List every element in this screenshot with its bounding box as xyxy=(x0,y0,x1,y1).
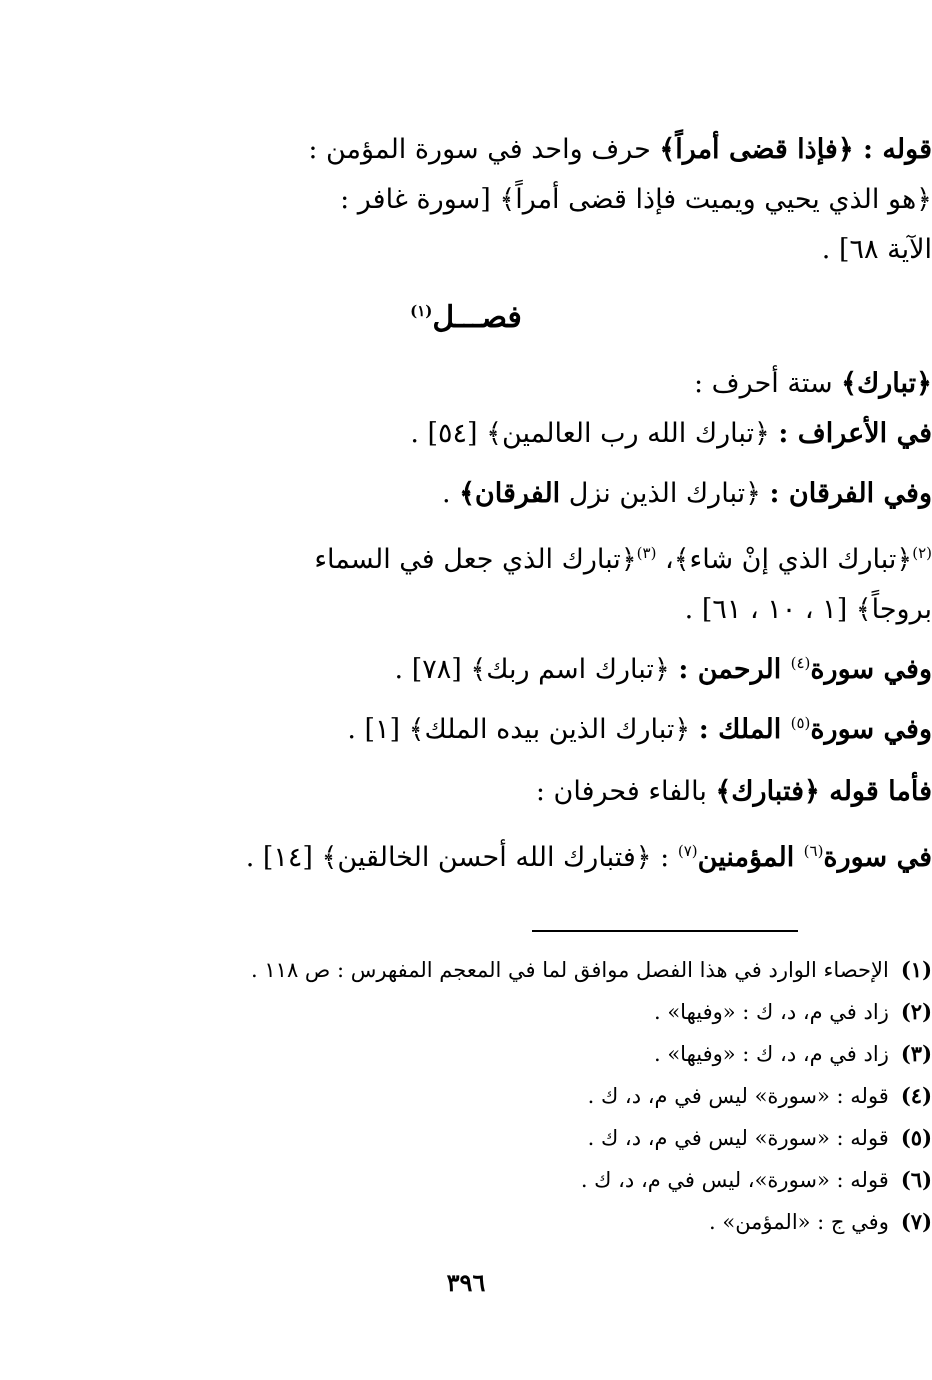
footnote-3 xyxy=(132,1039,932,1069)
footnote-text: وفي ج : «المؤمن» . xyxy=(709,1210,889,1234)
footnote-text: زاد في م، د، ك : «وفيها» . xyxy=(653,1042,889,1066)
text-line-7: $^{(٢)}$﴿تبارك الذي إنْ شاء﴾، $^{(٣)}$﴿تبارك الذي جعل في السماء xyxy=(314,544,932,575)
footnote-number: (٤) xyxy=(900,1083,932,1108)
footnote-text: قوله : «سورة» ليس في م، د، ك . xyxy=(587,1126,889,1150)
footnote-number: (٦) xyxy=(900,1167,932,1192)
footnote-number: (٣) xyxy=(900,1041,932,1066)
footnote-divider xyxy=(532,930,798,932)
text-line-12: في سورة$^{(٦)}$ المؤمنين$^{(٧)}$ : ﴿فتبارك الله أحسن الخالقين﴾ [١٤] . xyxy=(245,842,932,873)
footnote-5 xyxy=(132,1123,932,1153)
section-heading: فصـــل$^{(١)}$ xyxy=(410,300,522,335)
text-line-4: ﴿تبارك﴾ ستة أحرف : xyxy=(694,368,932,399)
footnote-text: الإحصاء الوارد في هذا الفصل موافق لما في المعجم المفهرس : ص ١١٨ . xyxy=(251,958,889,982)
footnote-2 xyxy=(132,997,932,1027)
text-line-1: قوله : ﴿فإذا قضى أمراً﴾ حرف واحد في سورة المؤمن : xyxy=(308,134,932,165)
footnote-number: (١) xyxy=(900,957,932,982)
footnote-ref: (٦) xyxy=(803,842,824,860)
footnote-number: (٧) xyxy=(900,1209,932,1234)
footnote-ref: (٥) xyxy=(790,714,811,732)
footnote-number: (٢) xyxy=(900,999,932,1024)
page-number: ٣٩٦ xyxy=(446,1268,486,1297)
text-line-11: فأما قوله ﴿فتبارك﴾ بالفاء فحرفان : xyxy=(535,776,932,807)
text-line-10: وفي سورة$^{(٥)}$ الملك : ﴿تبارك الذين بيده الملك﴾ [١] . xyxy=(347,714,932,745)
footnote-ref: (٣) xyxy=(636,544,657,562)
footnote-ref: (٤) xyxy=(790,654,811,672)
text-line-9: وفي سورة$^{(٤)}$ الرحمن : ﴿تبارك اسم ربك﴾ [٧٨] . xyxy=(394,654,932,685)
footnote-ref: (٧) xyxy=(677,842,698,860)
footnote-1 xyxy=(132,955,932,985)
footnote-text: قوله : «سورة»، ليس في م، د، ك . xyxy=(580,1168,889,1192)
text-line-5: في الأعراف : ﴿تبارك الله رب العالمين﴾ [٥٤] . xyxy=(410,418,932,449)
footnote-text: زاد في م، د، ك : «وفيها» . xyxy=(653,1000,889,1024)
text-line-2: ﴿هو الذي يحيي ويميت فإذا قضى أمراً﴾ [سورة غافر : xyxy=(340,184,932,215)
text-line-6: وفي الفرقان : ﴿تبارك الذين نزل الفرقان﴾ . xyxy=(441,478,932,509)
footnote-ref: (٢) xyxy=(912,544,932,562)
footnote-ref: (١) xyxy=(410,302,433,320)
footnote-4 xyxy=(132,1081,932,1111)
text-line-3: الآية ٦٨] . xyxy=(821,234,932,265)
footnote-7 xyxy=(132,1207,932,1237)
footnote-text: قوله : «سورة» ليس في م، د، ك . xyxy=(587,1084,889,1108)
footnote-number: (٥) xyxy=(900,1125,932,1150)
footnote-6 xyxy=(132,1165,932,1195)
text-line-8: بروجاً﴾ [١ ، ١٠ ، ٦١] . xyxy=(684,594,932,625)
